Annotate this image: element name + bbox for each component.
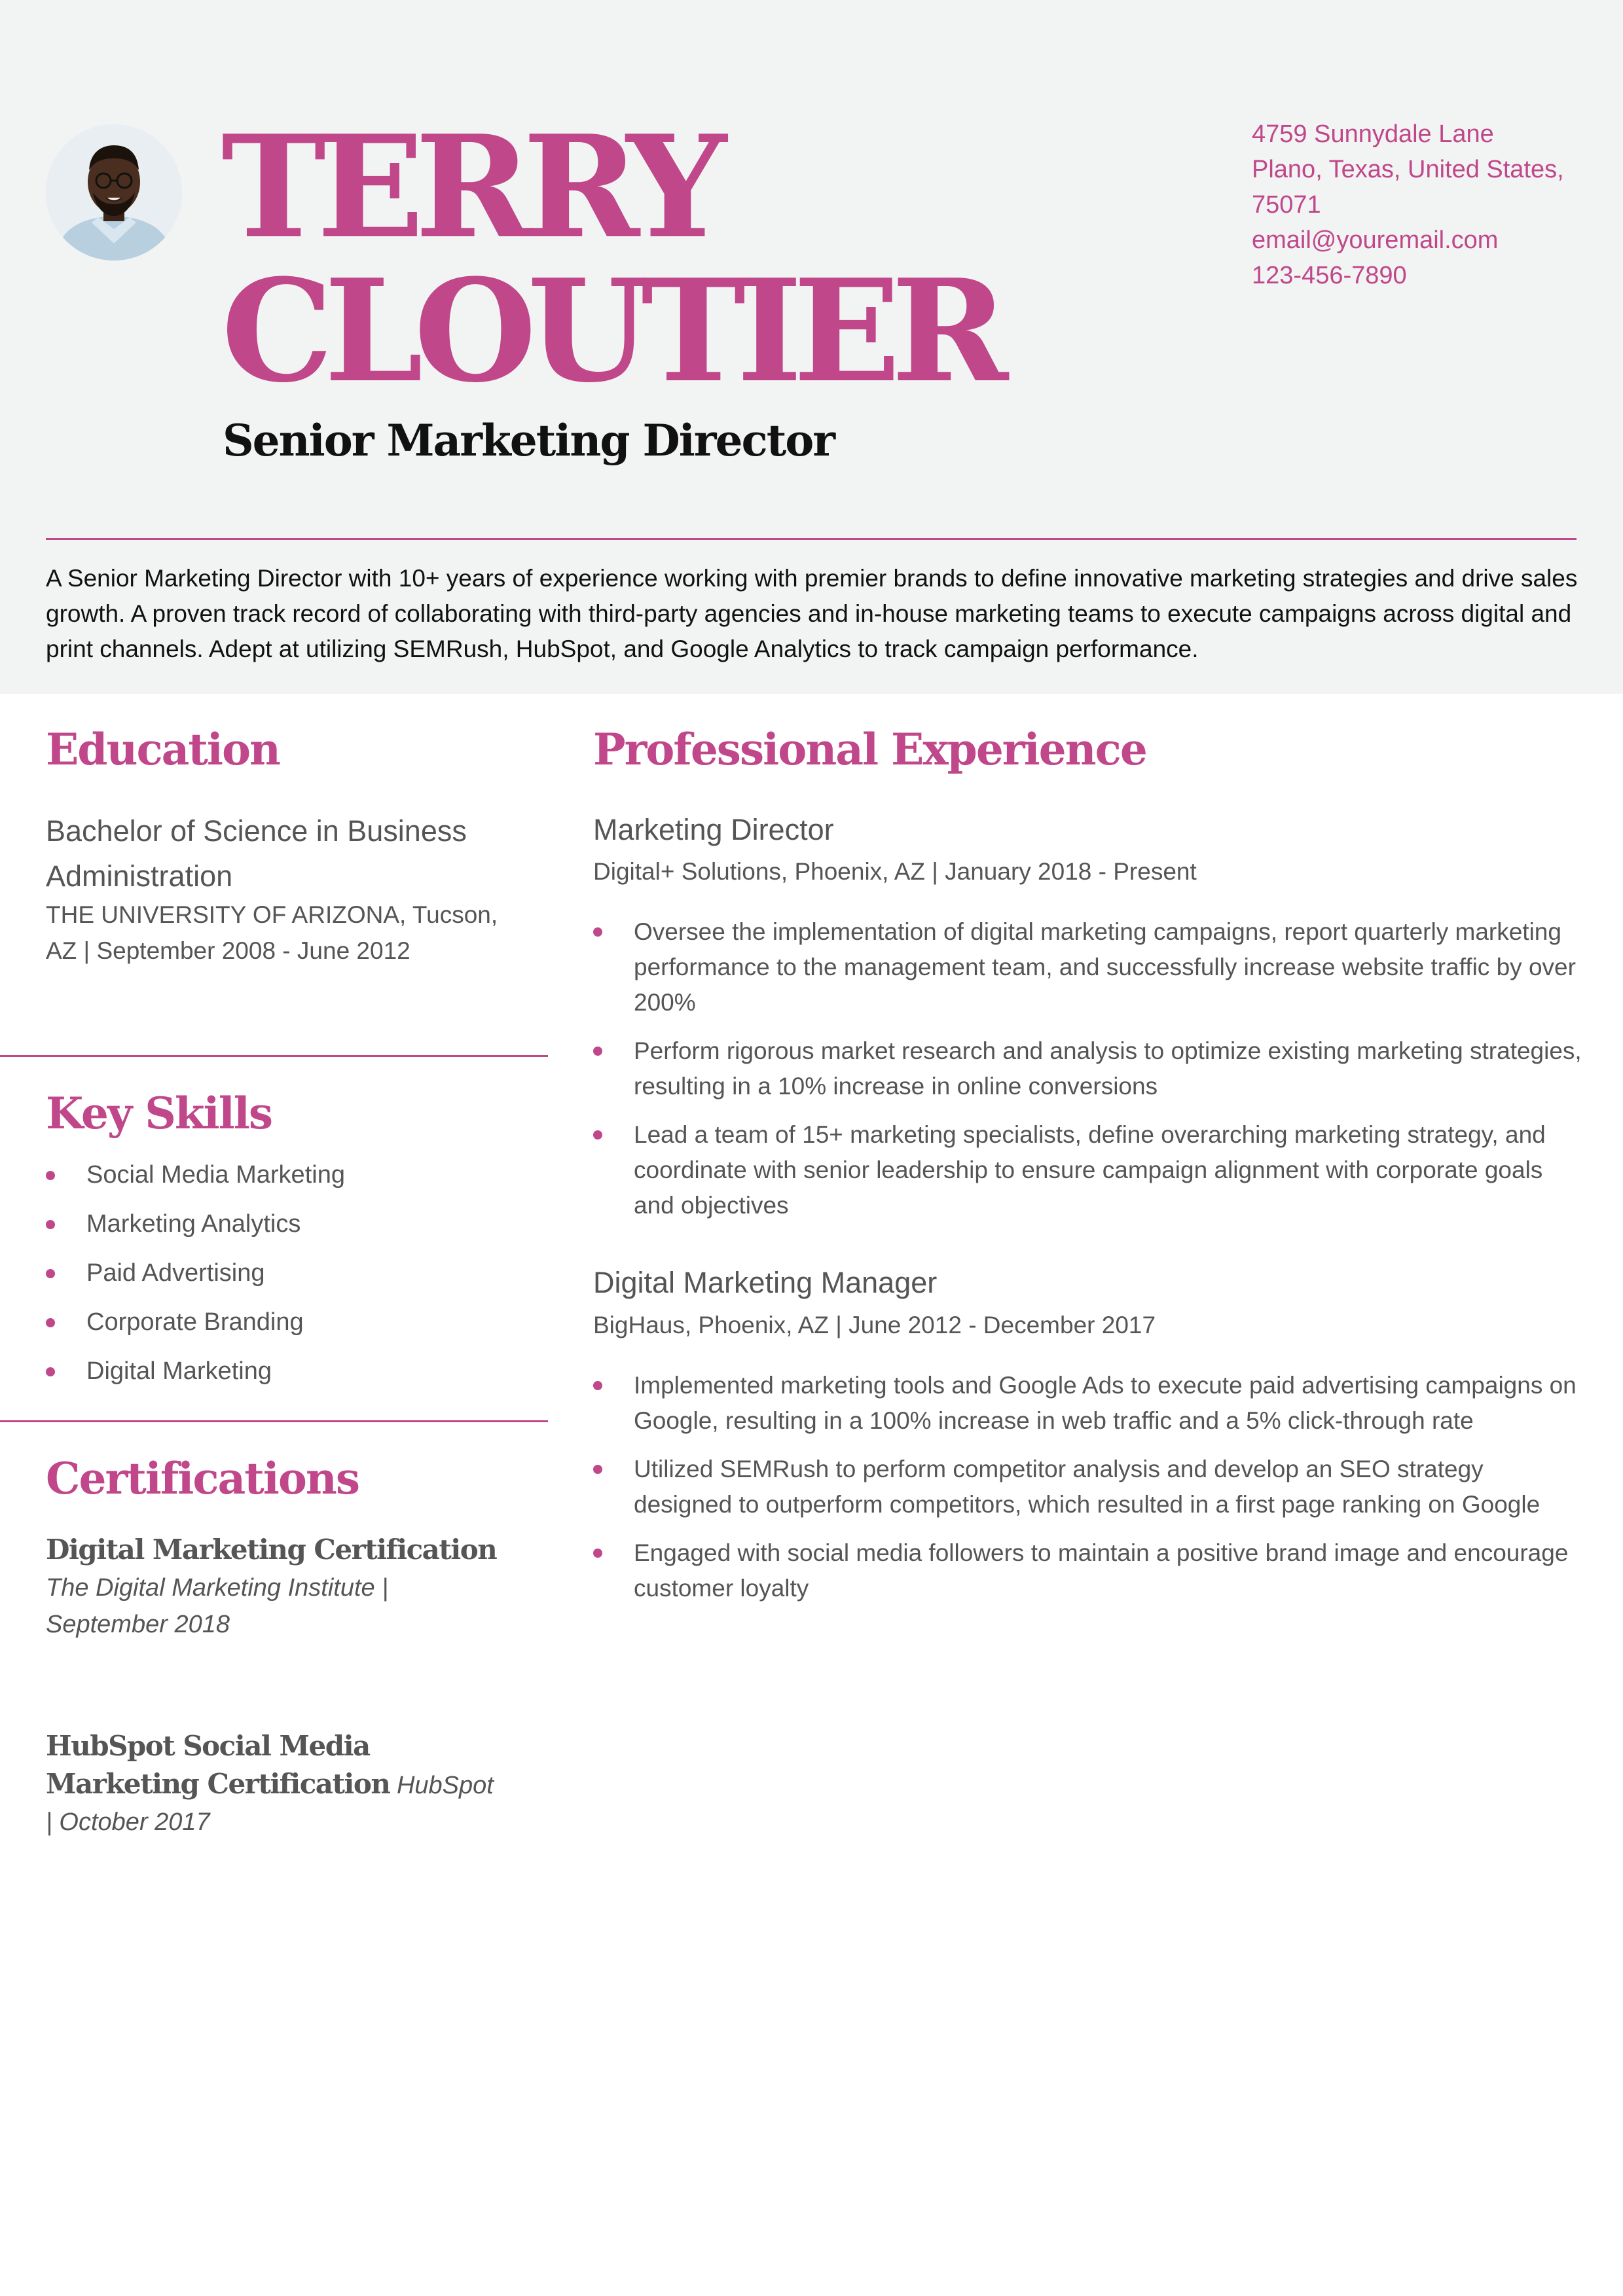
skill-item: Social Media Marketing: [46, 1155, 543, 1204]
job-company-dates: Digital+ Solutions, Phoenix, AZ | January 2018 - Present: [593, 858, 1197, 885]
skill-item: Paid Advertising: [46, 1253, 543, 1302]
bullet-dot-icon: [593, 1047, 602, 1056]
certification-name: HubSpot Social Media Marketing Certification: [46, 1730, 390, 1800]
address-line-1: 4759 Sunnydale Lane: [1252, 120, 1494, 148]
certification-name: Digital Marketing Certification: [46, 1534, 497, 1566]
responsibility-item: Lead a team of 15+ marketing specialists, define overarching marketing strategy, and coordinate with senior leadership to ensure campaign alignment with corporate goals and objectives: [593, 1117, 1582, 1223]
certification-item: [46, 1532, 504, 1643]
profile-summary: A Senior Marketing Director with 10+ years of experience working with premier brands to define innovative marketing strategies and drive sales growth. A proven track record of collaborating with third-party agencies and in-house marketing teams to execute campaigns across digital and print channels. Adept at utilizing SEMRush, HubSpot, and Google Analytics to track campaign performance.: [46, 565, 1578, 662]
skills-list: [46, 1155, 543, 1401]
education-heading: Education: [46, 724, 280, 775]
person-photo-icon: [46, 124, 182, 260]
education-school: THE UNIVERSITY OF ARIZONA, Tucson, AZ | September 2008 - June 2012: [46, 901, 498, 964]
header-divider: [46, 538, 1577, 540]
skill-item: Marketing Analytics: [46, 1204, 543, 1253]
certification-detail: The Digital Marketing Institute | September 2018: [46, 1574, 389, 1638]
responsibility-item: Perform rigorous market research and analysis to optimize existing marketing strategies, resulting in a 10% increase in online conversions: [593, 1033, 1582, 1104]
skill-item: Digital Marketing: [46, 1352, 543, 1401]
skills-divider: [0, 1420, 548, 1422]
job-position-title: Digital Marketing Manager: [593, 1266, 938, 1299]
job-position-title: Marketing Director: [593, 813, 834, 846]
last-name: CLOUTIER: [221, 248, 1000, 414]
certification-item: [46, 1728, 504, 1840]
responsibility-item: Engaged with social media followers to maintain a positive brand image and encourage customer loyalty: [593, 1535, 1582, 1606]
certifications-heading: Certifications: [46, 1453, 359, 1504]
phone-number[interactable]: 123-456-7890: [1252, 262, 1407, 289]
skill-item: Corporate Branding: [46, 1302, 543, 1352]
skills-heading: Key Skills: [46, 1088, 272, 1139]
bullet-dot-icon: [593, 1130, 602, 1139]
contact-block: [1252, 117, 1592, 293]
education-degree: Bachelor of Science in Business Administration: [46, 814, 467, 893]
responsibility-item: Oversee the implementation of digital marketing campaigns, report quarterly marketing performance to the management team, and successfully increase website traffic by over 200%: [593, 914, 1582, 1020]
bullet-dot-icon: [593, 927, 602, 937]
education-divider: [0, 1055, 548, 1057]
email-address[interactable]: email@youremail.com: [1252, 226, 1499, 254]
job-title-heading: Senior Marketing Director: [223, 415, 835, 466]
job-company-dates: BigHaus, Phoenix, AZ | June 2012 - December 2017: [593, 1312, 1156, 1338]
profile-photo: [46, 124, 182, 260]
responsibility-item: Utilized SEMRush to perform competitor analysis and develop an SEO strategy designed to outperform competitors, which resulted in a first page ranking on Google: [593, 1452, 1582, 1522]
address-line-3: 75071: [1252, 191, 1321, 219]
bullet-dot-icon: [46, 1269, 55, 1278]
job-responsibilities: [593, 914, 1582, 1236]
bullet-dot-icon: [46, 1318, 55, 1327]
certification-detail: HubSpot | October 2017: [46, 1772, 494, 1836]
first-name: TERRY: [221, 104, 718, 270]
experience-heading: Professional Experience: [593, 724, 1146, 775]
bullet-dot-icon: [593, 1549, 602, 1558]
bullet-dot-icon: [46, 1220, 55, 1229]
job-responsibilities: [593, 1368, 1582, 1619]
bullet-dot-icon: [46, 1367, 55, 1376]
bullet-dot-icon: [46, 1171, 55, 1180]
responsibility-item: Implemented marketing tools and Google Ads to execute paid advertising campaigns on Google, resulting in a 100% increase in web traffic and a 5% click-through rate: [593, 1368, 1582, 1439]
bullet-dot-icon: [593, 1465, 602, 1474]
bullet-dot-icon: [593, 1381, 602, 1390]
address-line-2: Plano, Texas, United States,: [1252, 156, 1564, 183]
